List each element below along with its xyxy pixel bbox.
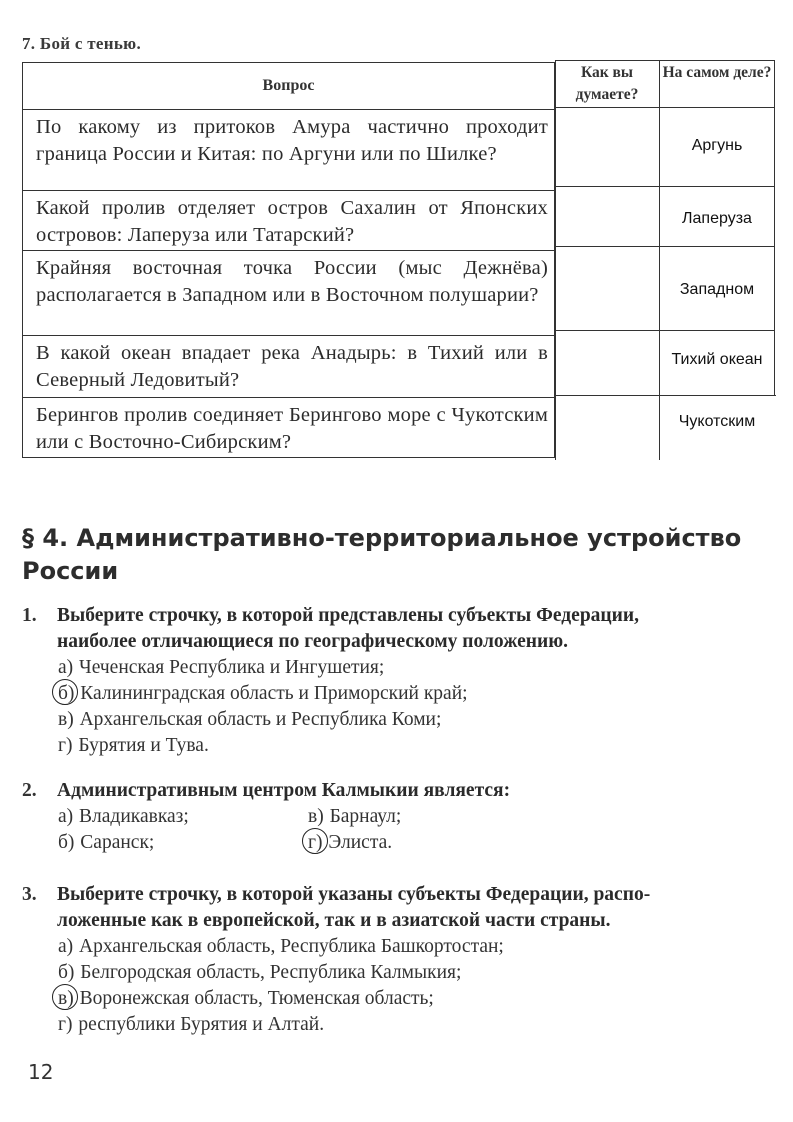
question-text: Административным центром Калмыкии является: <box>57 780 511 801</box>
answer-option[interactable]: а) Владикавказ; <box>58 806 189 827</box>
question-row: Крайняя восточная точка России (мыс Дежнёва) располагается в Западном или в Восточном полушарии? <box>23 250 554 335</box>
answer-option[interactable]: б) Белгородская область, Республика Калмыкия; <box>58 962 462 983</box>
answer-option[interactable]: в) Барнаул; <box>308 806 402 827</box>
actual-column-header: На самом деле? <box>662 64 772 81</box>
question-row: Какой пролив отделяет остров Сахалин от Японских островов: Лаперуза или Татарский? <box>23 190 554 250</box>
question-row: В какой океан впадает река Анадырь: в Тихий или в Северный Ледовитый? <box>23 335 554 397</box>
answer-option-selected[interactable]: в) Воронежская область, Тюменская область; <box>22 986 787 1012</box>
question-block <box>22 778 787 856</box>
question-text: Выберите строчку, в которой представлены субъекты Федерации, <box>57 605 639 626</box>
question-text: ложенные как в европейской, так и в азиатской части страны. <box>57 910 611 931</box>
question-row: По какому из притоков Амура частично проходит граница России и Китая: по Аргуни или по Шилке? <box>36 116 548 165</box>
answer-cell[interactable]: Тихий океан <box>671 351 763 368</box>
question-number: 3. <box>22 884 37 905</box>
question-text: наиболее отличающиеся по географическому положению. <box>57 631 568 652</box>
answer-option-selected[interactable]: б) Калининградская область и Приморский край; <box>22 681 787 707</box>
question-block <box>22 882 787 1038</box>
page-number: 12 <box>28 1060 54 1084</box>
question-column-header: Вопрос <box>23 63 554 110</box>
question-table <box>22 62 555 458</box>
answer-cell[interactable]: Лаперуза <box>682 210 752 227</box>
think-column-header: Как вы думаете? <box>575 64 639 103</box>
answer-cell[interactable]: Чукотским <box>678 413 756 430</box>
question-number: 2. <box>22 780 37 801</box>
question-block <box>22 603 787 759</box>
answer-option[interactable]: а) Чеченская Республика и Ингушетия; <box>58 657 385 678</box>
answer-option[interactable]: а) Архангельская область, Республика Башкортостан; <box>58 936 504 957</box>
exercise-title: 7. Бой с тенью. <box>22 34 142 53</box>
answer-cell[interactable]: Аргунь <box>691 137 743 154</box>
answer-option[interactable]: б) Саранск; <box>58 832 155 853</box>
question-number: 1. <box>22 605 37 626</box>
answer-option[interactable]: г) республики Бурятия и Алтай. <box>58 1014 325 1035</box>
question-text: Выберите строчку, в которой указаны субъекты Федерации, распо- <box>57 884 651 905</box>
answer-cell[interactable]: Западном <box>679 281 755 298</box>
question-row: Берингов пролив соединяет Берингово море с Чукотским или с Восточно-Сибирским? <box>23 397 554 459</box>
answer-option[interactable]: в) Архангельская область и Республика Коми; <box>58 709 442 730</box>
section-title: § 4. Административно-территориальное устройство России <box>22 524 742 585</box>
answer-option-selected[interactable]: г) Элиста. <box>272 830 522 856</box>
answer-option[interactable]: г) Бурятия и Тува. <box>58 735 209 756</box>
answer-table <box>555 60 775 460</box>
